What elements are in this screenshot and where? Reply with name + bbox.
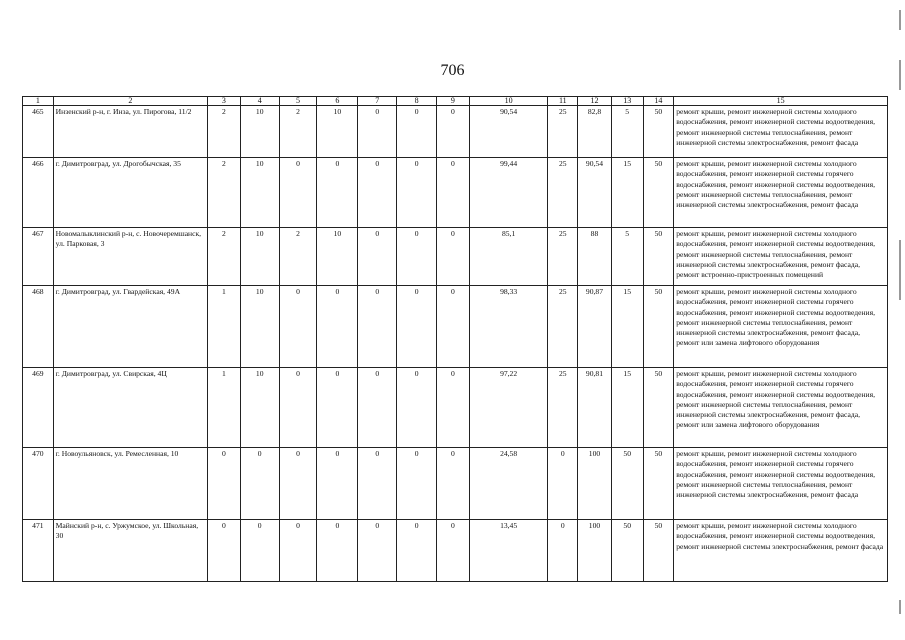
value-cell: 0: [279, 368, 317, 448]
value-cell: 5: [611, 228, 643, 286]
value-cell: 25: [548, 158, 578, 228]
works-cell: ремонт крыши, ремонт инженерной системы холодного водоснабжения, ремонт инженерной системы водоотведения, ремонт инженерной системы электроснабжения, ремонт фасада: [674, 520, 888, 582]
row-number-cell: 468: [23, 286, 54, 368]
value-cell: 25: [548, 368, 578, 448]
column-header: 7: [358, 97, 397, 106]
value-cell: 0: [548, 520, 578, 582]
value-cell: 0: [437, 106, 470, 158]
value-cell: 0: [279, 158, 317, 228]
value-cell: 0: [358, 286, 397, 368]
column-header: 8: [397, 97, 437, 106]
table-row: [23, 520, 888, 582]
value-cell: 0: [397, 286, 437, 368]
address-cell: г. Димитровград, ул. Гвардейская, 49А: [53, 286, 207, 368]
value-cell: 0: [358, 520, 397, 582]
value-cell: 0: [279, 286, 317, 368]
value-cell: 10: [240, 368, 279, 448]
value-cell: 97,22: [469, 368, 548, 448]
value-cell: 0: [358, 106, 397, 158]
scan-edge-mark: [899, 60, 901, 90]
value-cell: 5: [611, 106, 643, 158]
value-cell: 25: [548, 286, 578, 368]
value-cell: 0: [437, 520, 470, 582]
value-cell: 2: [279, 106, 317, 158]
column-header: 5: [279, 97, 317, 106]
value-cell: 1: [208, 286, 241, 368]
value-cell: 1: [208, 368, 241, 448]
works-cell: ремонт крыши, ремонт инженерной системы холодного водоснабжения, ремонт инженерной системы горячего водоснабжения, ремонт инженерной системы водоотведения, ремонт инженерной системы теплоснабжения, ремонт инженерной системы электроснабжения, ремонт фасада, ремонт или замена лифтового оборудования: [674, 286, 888, 368]
value-cell: 50: [643, 286, 674, 368]
column-header: 10: [469, 97, 548, 106]
value-cell: 10: [240, 106, 279, 158]
value-cell: 2: [208, 106, 241, 158]
column-header: 14: [643, 97, 674, 106]
column-header: 12: [578, 97, 612, 106]
row-number-cell: 467: [23, 228, 54, 286]
value-cell: 90,54: [469, 106, 548, 158]
value-cell: 0: [437, 286, 470, 368]
value-cell: 0: [397, 448, 437, 520]
value-cell: 100: [578, 520, 612, 582]
value-cell: 0: [317, 448, 358, 520]
value-cell: 0: [397, 106, 437, 158]
column-header: 13: [611, 97, 643, 106]
value-cell: 0: [397, 368, 437, 448]
table-row: [23, 106, 888, 158]
value-cell: 2: [279, 228, 317, 286]
page-number: 706: [440, 62, 465, 79]
works-cell: ремонт крыши, ремонт инженерной системы холодного водоснабжения, ремонт инженерной системы горячего водоснабжения, ремонт инженерной системы водоотведения, ремонт инженерной системы теплоснабжения, ремонт инженерной системы электроснабжения, ремонт фасада, ремонт или замена лифтового оборудования: [674, 368, 888, 448]
value-cell: 10: [240, 158, 279, 228]
value-cell: 0: [208, 448, 241, 520]
value-cell: 0: [279, 520, 317, 582]
value-cell: 50: [643, 158, 674, 228]
value-cell: 15: [611, 158, 643, 228]
value-cell: 99,44: [469, 158, 548, 228]
value-cell: 50: [611, 520, 643, 582]
value-cell: 0: [397, 158, 437, 228]
value-cell: 0: [437, 228, 470, 286]
value-cell: 2: [208, 228, 241, 286]
table-row: [23, 228, 888, 286]
value-cell: 10: [317, 228, 358, 286]
header-row: [23, 97, 888, 106]
works-cell: ремонт крыши, ремонт инженерной системы холодного водоснабжения, ремонт инженерной системы горячего водоснабжения, ремонт инженерной системы водоотведения, ремонт инженерной системы теплоснабжения, ремонт инженерной системы электроснабжения, ремонт фасада: [674, 448, 888, 520]
value-cell: 50: [611, 448, 643, 520]
value-cell: 88: [578, 228, 612, 286]
value-cell: 0: [397, 520, 437, 582]
column-header: 4: [240, 97, 279, 106]
address-cell: Новомалыклинский р-н, с. Новочеремшанск, ул. Парковая, 3: [53, 228, 207, 286]
value-cell: 0: [437, 448, 470, 520]
row-number-cell: 466: [23, 158, 54, 228]
value-cell: 2: [208, 158, 241, 228]
value-cell: 50: [643, 228, 674, 286]
column-header: 15: [674, 97, 888, 106]
column-header: 2: [53, 97, 207, 106]
value-cell: 82,8: [578, 106, 612, 158]
address-cell: г. Димитровград, ул. Дрогобычская, 35: [53, 158, 207, 228]
address-cell: г. Новоульяновск, ул. Ремесленная, 10: [53, 448, 207, 520]
value-cell: 0: [358, 228, 397, 286]
value-cell: 0: [358, 158, 397, 228]
value-cell: 0: [317, 286, 358, 368]
value-cell: 50: [643, 448, 674, 520]
value-cell: 25: [548, 228, 578, 286]
row-number-cell: 469: [23, 368, 54, 448]
value-cell: 0: [240, 448, 279, 520]
value-cell: 90,54: [578, 158, 612, 228]
value-cell: 0: [397, 228, 437, 286]
scan-edge-mark: [899, 240, 901, 300]
value-cell: 25: [548, 106, 578, 158]
value-cell: 0: [548, 448, 578, 520]
address-cell: г. Димитровград, ул. Свирская, 4Ц: [53, 368, 207, 448]
value-cell: 15: [611, 286, 643, 368]
value-cell: 0: [240, 520, 279, 582]
works-cell: ремонт крыши, ремонт инженерной системы холодного водоснабжения, ремонт инженерной системы водоотведения, ремонт инженерной системы теплоснабжения, ремонт инженерной системы электроснабжения, ремонт фасада: [674, 106, 888, 158]
address-cell: Майнский р-н, с. Уржумское, ул. Школьная, 30: [53, 520, 207, 582]
column-header: 1: [23, 97, 54, 106]
value-cell: 15: [611, 368, 643, 448]
value-cell: 98,33: [469, 286, 548, 368]
table-row: [23, 158, 888, 228]
table-row: [23, 286, 888, 368]
address-cell: Инзенский р-н, г. Инза, ул. Пирогова, 11/2: [53, 106, 207, 158]
value-cell: 10: [240, 286, 279, 368]
value-cell: 13,45: [469, 520, 548, 582]
value-cell: 0: [358, 448, 397, 520]
table-row: [23, 448, 888, 520]
value-cell: 85,1: [469, 228, 548, 286]
value-cell: 10: [240, 228, 279, 286]
registry-table: [22, 96, 888, 582]
table-row: [23, 368, 888, 448]
value-cell: 0: [317, 520, 358, 582]
value-cell: 50: [643, 520, 674, 582]
value-cell: 0: [437, 368, 470, 448]
works-cell: ремонт крыши, ремонт инженерной системы холодного водоснабжения, ремонт инженерной системы водоотведения, ремонт инженерной системы теплоснабжения, ремонт инженерной системы электроснабжения, ремонт фасада, ремонт встроенно-пристроенных помещений: [674, 228, 888, 286]
works-cell: ремонт крыши, ремонт инженерной системы холодного водоснабжения, ремонт инженерной системы горячего водоснабжения, ремонт инженерной системы водоотведения, ремонт инженерной системы теплоснабжения, ремонт инженерной системы электроснабжения, ремонт фасада: [674, 158, 888, 228]
row-number-cell: 470: [23, 448, 54, 520]
column-header: 11: [548, 97, 578, 106]
value-cell: 0: [208, 520, 241, 582]
column-header: 6: [317, 97, 358, 106]
value-cell: 100: [578, 448, 612, 520]
column-header: 9: [437, 97, 470, 106]
value-cell: 0: [317, 368, 358, 448]
scan-edge-mark: [899, 10, 901, 30]
value-cell: 90,87: [578, 286, 612, 368]
value-cell: 50: [643, 106, 674, 158]
value-cell: 0: [358, 368, 397, 448]
value-cell: 50: [643, 368, 674, 448]
value-cell: 90,81: [578, 368, 612, 448]
value-cell: 0: [279, 448, 317, 520]
column-header: 3: [208, 97, 241, 106]
row-number-cell: 471: [23, 520, 54, 582]
value-cell: 0: [437, 158, 470, 228]
row-number-cell: 465: [23, 106, 54, 158]
value-cell: 24,58: [469, 448, 548, 520]
scan-edge-mark: [899, 600, 901, 614]
value-cell: 10: [317, 106, 358, 158]
value-cell: 0: [317, 158, 358, 228]
